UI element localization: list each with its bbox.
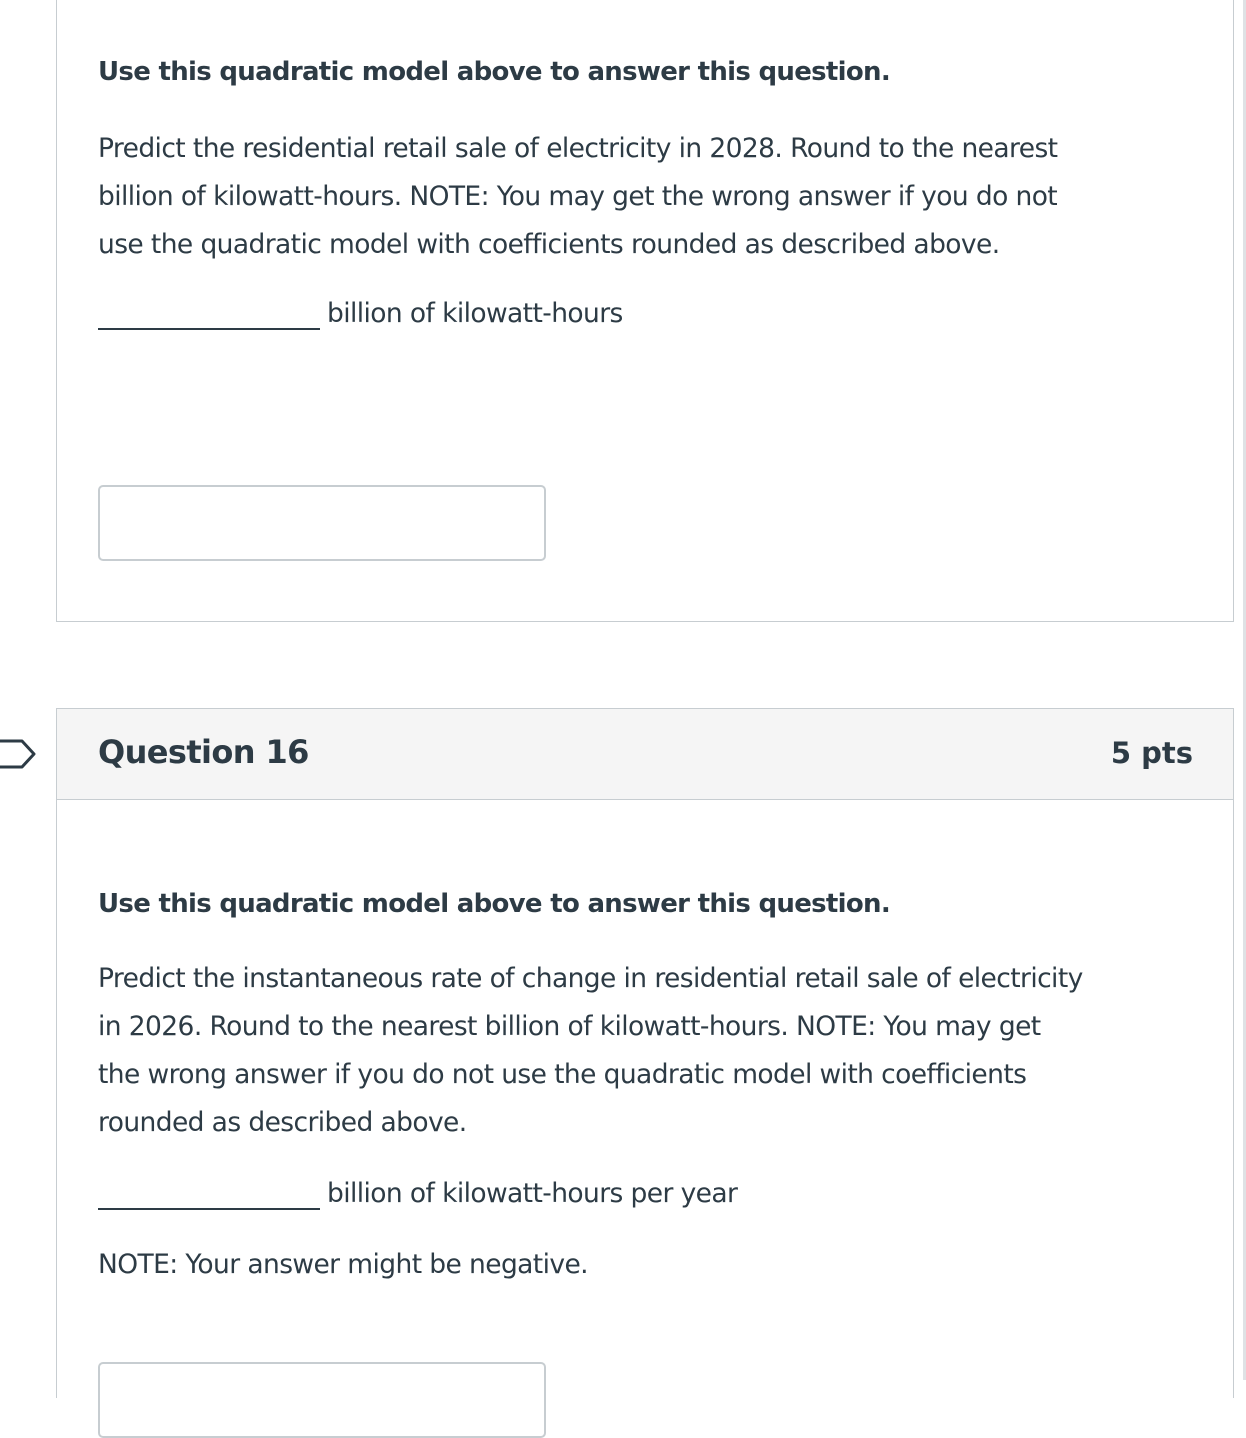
- question-15-unit-label: billion of kilowatt-hours: [327, 298, 623, 329]
- question-16-body-line: the wrong answer if you do not use the quadratic model with coefficients: [98, 1059, 1027, 1090]
- question-16-body-line: in 2026. Round to the nearest billion of kilowatt-hours. NOTE: You may get: [98, 1011, 1041, 1042]
- question-16-header: [57, 709, 1233, 800]
- question-15-card: [56, 0, 1234, 622]
- question-points: 5 pts: [1110, 736, 1193, 770]
- question-16-answer-input[interactable]: [98, 1362, 546, 1438]
- question-16-body-line: Predict the instantaneous rate of change in residential retail sale of electricity: [98, 963, 1083, 994]
- question-16-heading: Use this quadratic model above to answer this question.: [98, 889, 891, 919]
- flag-question-icon[interactable]: [0, 736, 40, 772]
- question-15-heading: Use this quadratic model above to answer this question.: [98, 57, 891, 87]
- question-15-answer-input[interactable]: [98, 485, 546, 561]
- question-15-body: [98, 125, 1192, 269]
- question-15-body-line: use the quadratic model with coefficients rounded as described above.: [98, 229, 1000, 260]
- question-16-body-line: rounded as described above.: [98, 1107, 467, 1138]
- question-15-body-line: billion of kilowatt-hours. NOTE: You may get the wrong answer if you do not: [98, 181, 1058, 212]
- question-16-body: [98, 955, 1192, 1147]
- question-title: Question 16: [98, 733, 309, 771]
- question-16-unit-label: billion of kilowatt-hours per year: [327, 1178, 738, 1209]
- question-16-card: [56, 708, 1234, 1398]
- question-16-answer-blank: [98, 1208, 320, 1210]
- question-16-note: NOTE: Your answer might be negative.: [98, 1249, 588, 1280]
- question-15-body-line: Predict the residential retail sale of electricity in 2028. Round to the nearest: [98, 133, 1058, 164]
- question-15-answer-blank: [98, 328, 320, 330]
